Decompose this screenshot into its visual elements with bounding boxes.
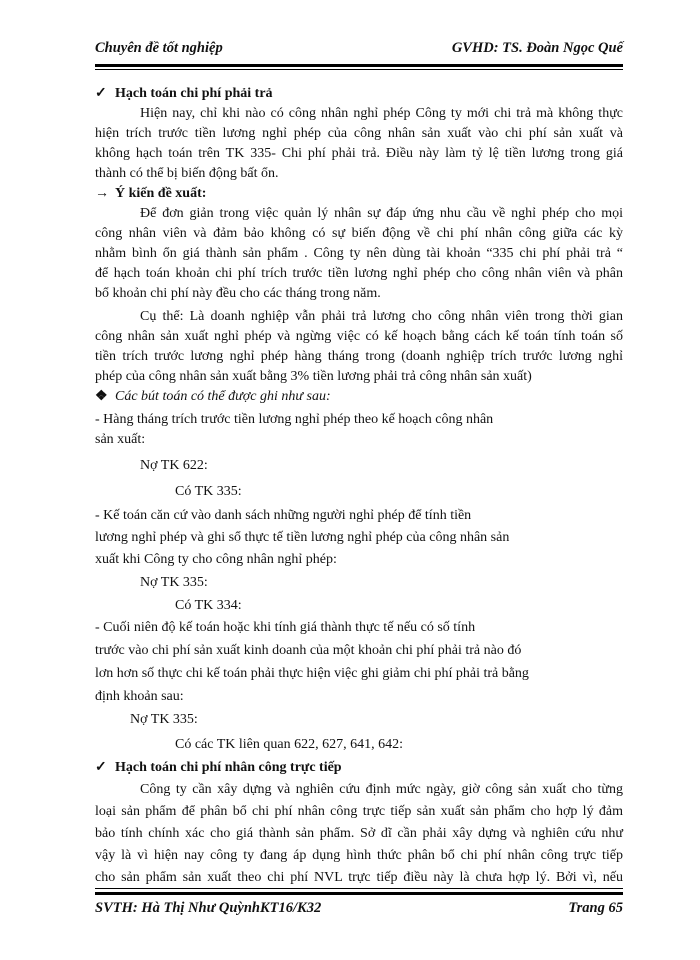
heading-direct-labor: ✓ Hạch toán chi phí nhân công trực tiếp [95,758,342,778]
page-footer [95,900,623,922]
entry-line: trước vào chi phí sản xuất kinh doanh của một khoản chi phí phải trả nào đó [95,643,522,658]
paragraph-line: để hạch toán khoản chi phí trích trước tiền lương nghỉ phép cho công nhân viên và phân [95,266,623,281]
paragraph-line: nhằm bình ổn giá thành sản phẩm . Công ty nên dùng tài khoản “335 chi phí phải trả “ [95,246,623,261]
checkmark-icon: ✓ [95,86,107,101]
footer-rule-thin [95,888,623,889]
paragraph-line: Hiện nay, chỉ khi nào có công nhân nghỉ phép Công ty mới chi trả mà không thực [140,106,623,121]
entry-line: sản xuất: [95,432,146,447]
paragraph-line: hiện trích trước tiền lương nghỉ phép của công nhân sản xuất vào chi phí sản xuất và [95,126,623,141]
diamond-bullet-icon: ❖ [95,389,108,404]
credit-line: Có TK 335: [175,484,242,499]
heading-entries: ❖ Các bút toán có thể được ghi như sau: [95,387,331,407]
paragraph-line: loại sản phẩm để phân bổ chi phí nhân công trực tiếp sản xuất sản phẩm cho hợp lý đảm [95,804,623,819]
credit-line: Có các TK liên quan 622, 627, 641, 642: [175,737,403,752]
entry-line: xuất khi Công ty cho công nhân nghỉ phép: [95,552,337,567]
paragraph-line: công nhân sản xuất nghỉ phép và ngừng việc có kế hoạch bằng cách kế toán tính toán số [95,329,623,344]
paragraph-line: phép của công nhân sản xuất bằng 3% tiền lương phải trả công nhân sản xuất) [95,369,532,384]
paragraph-line: bảo tính chính xác cho giá thành sản phẩm. Sở dĩ cần phải xây dựng và nghiên cứu như [95,826,623,841]
header-advisor: GVHD: TS. Đoàn Ngọc Quế [451,40,623,56]
credit-line: Có TK 334: [175,598,242,613]
paragraph-line: thành có thể bị biến động bất ổn. [95,166,279,181]
paragraph-line: cho sản phẩm sản xuất theo chi phí NVL trực tiếp điều này là chưa hợp lý. Bởi vì, nếu [95,870,623,885]
page-number: Trang 65 [568,900,623,916]
paragraph-line: tiền trích trước lương nghỉ phép hàng tháng trong (doanh nghiệp trích trước lương nghỉ [95,349,623,364]
paragraph-line: Cụ thể: Là doanh nghiệp vẫn phải trả lương cho công nhân viên trong thời gian [140,309,623,324]
page-header [95,40,623,64]
entry-line: - Cuối niên độ kế toán hoặc khi tính giá thành thực tế nếu có số tính [95,620,476,635]
debit-line: Nợ TK 335: [140,575,208,590]
paragraph-line: bổ khoản chi phí này đều cho các tháng trong năm. [95,286,381,301]
arrow-right-icon: → [95,186,109,201]
footer-rule-thick [95,892,623,895]
header-rule-thick [95,64,623,67]
header-title: Chuyên đề tốt nghiệp [95,40,223,56]
paragraph-line: vậy là vì hiện nay công ty đang áp dụng hình thức phân bổ chi phí nhân công trực tiếp [95,848,623,863]
entry-line: - Kế toán căn cứ vào danh sách những người nghỉ phép để tính tiền [95,508,472,523]
paragraph-line: Để đơn giản trong việc quản lý nhân sự đáp ứng nhu cầu về nghỉ phép cho mọi [140,206,623,221]
paragraph-line: Công ty cần xây dựng và nghiên cứu định mức ngày, giờ công sản xuất cho từng [140,782,623,797]
entry-line: định khoản sau: [95,689,184,704]
debit-line: Nợ TK 335: [130,712,198,727]
entry-line: lương nghỉ phép và ghi sổ thực tế tiền lương nghỉ phép của công nhân sản [95,530,510,545]
debit-line: Nợ TK 622: [140,458,208,473]
heading-accrued-expenses: ✓ Hạch toán chi phí phải trả [95,84,273,104]
entry-line: lơn hơn số thực chi kế toán phải thực hiện việc ghi giảm chi phí phải trả bằng [95,666,529,681]
paragraph-line: không hạch toán trên TK 335- Chi phí phải trả. Điều này làm tỷ lệ tiền lương trong giá [95,146,623,161]
checkmark-icon: ✓ [95,760,107,775]
header-rule-thin [95,69,623,70]
paragraph-line: công nhân viên và đảm bảo không có sự biến động về chi phí nhân công giữa các kỳ [95,226,623,241]
heading-proposal: → Ý kiến đề xuất: [95,184,206,204]
footer-student: SVTH: Hà Thị Như QuỳnhKT16/K32 [95,900,322,916]
entry-line: - Hàng tháng trích trước tiền lương nghỉ phép theo kế hoạch công nhân [95,412,494,427]
